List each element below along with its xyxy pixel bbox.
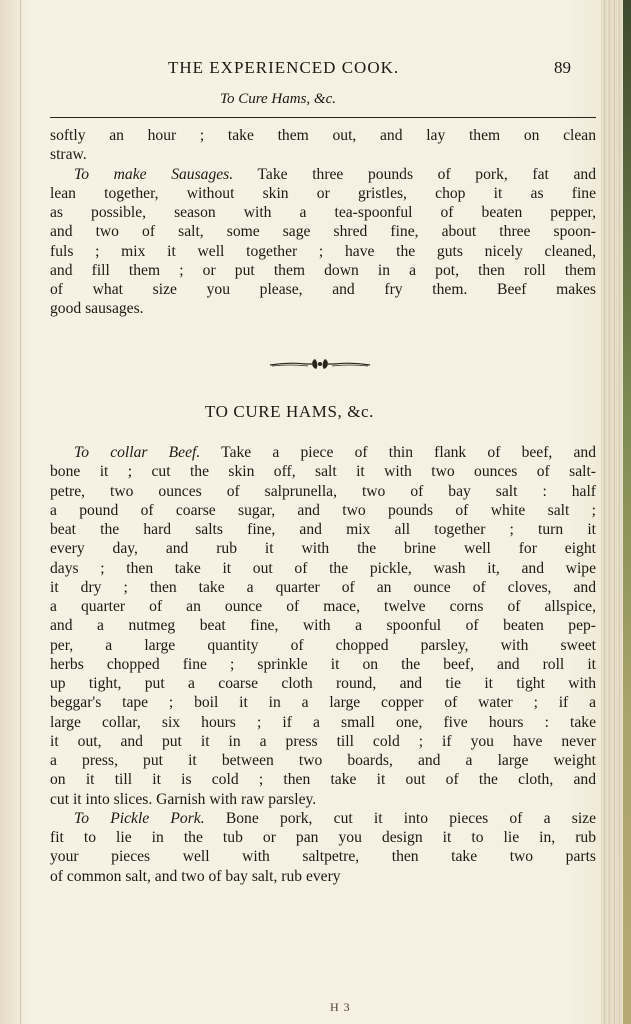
text-line	[50, 693, 596, 712]
line-text: and fill them ; or put them down in a pot, then roll them	[50, 261, 596, 279]
recipe-heading: To make Sausages.	[74, 165, 234, 183]
section-subhead: To Cure Hams, &c.	[220, 91, 336, 107]
recipe-heading: To collar Beef.	[74, 444, 201, 461]
line-text: on it till it is cold ; then take it out of the cloth, and	[50, 771, 596, 789]
text-line	[50, 809, 596, 828]
binding-shadow	[0, 0, 26, 1024]
text-line	[50, 847, 596, 866]
line-text: Take a piece of thin flank of beef, and	[200, 444, 596, 461]
text-line	[50, 655, 596, 674]
line-text: as possible, season with a tea-spoonful of beaten pepper,	[50, 204, 596, 221]
recipe-heading: To Pickle Pork.	[74, 809, 205, 827]
line-text: softly an hour ; take them out, and lay them on clean	[50, 127, 596, 144]
line-text: a pound of coarse sugar, and two pounds of white salt ;	[50, 501, 596, 519]
text-line	[50, 770, 596, 789]
line-text: up tight, put a coarse cloth round, and tie it tight with	[50, 675, 596, 692]
line-text: of common salt, and two of bay salt, rub every	[50, 867, 341, 885]
text-line	[50, 597, 596, 616]
header-rule	[50, 117, 596, 118]
line-text: cut it into slices. Garnish with raw parsley.	[50, 790, 317, 808]
text-line	[50, 636, 596, 655]
text-line	[50, 222, 596, 241]
text-line	[50, 462, 596, 481]
line-text: bone it ; cut the skin off, salt it with two ounces of salt-	[50, 463, 596, 481]
line-text: herbs chopped fine ; sprinkle it on the beef, and roll it	[50, 655, 596, 673]
line-text: petre, two ounces of salprunella, two of bay salt : half	[50, 482, 596, 500]
line-text: a quarter of an ounce of mace, twelve corns of allspice,	[50, 598, 596, 615]
text-line	[50, 732, 596, 751]
line-text: large collar, six hours ; if a small one, five hours : take	[50, 713, 596, 731]
text-line	[50, 828, 596, 847]
page-number: 89	[554, 58, 571, 77]
text-line	[50, 501, 596, 520]
text-line	[50, 790, 596, 809]
signature-mark: H 3	[330, 1000, 351, 1014]
line-text: fuls ; mix it well together ; have the guts nicely cleaned,	[50, 242, 596, 260]
text-line	[50, 520, 596, 539]
section-title: TO CURE HAMS, &c.	[205, 402, 375, 421]
line-text: per, a large quantity of chopped parsley, with sweet	[50, 636, 596, 654]
running-head-title: THE EXPERIENCED COOK.	[168, 58, 400, 77]
line-text: good sausages.	[50, 300, 144, 318]
line-text: days ; then take it out of the pickle, wash it, and wipe	[50, 559, 596, 577]
text-line	[50, 145, 596, 164]
line-text: Take three pounds of pork, fat and	[233, 165, 596, 183]
text-line	[50, 751, 596, 770]
book-cover-edge	[623, 0, 631, 1024]
text-line	[50, 280, 596, 299]
line-text: lean together, without skin or gristles, chop it as fine	[50, 184, 596, 202]
line-text: fit to lie in the tub or pan you design it to lie in, rub	[50, 829, 596, 846]
text-block-collar-beef	[50, 443, 596, 886]
line-text: it out, and put it in a press till cold ; if you have never	[50, 732, 596, 750]
text-line	[50, 674, 596, 693]
text-line	[50, 539, 596, 558]
line-text: and two of salt, some sage shred fine, about three spoon-	[50, 223, 596, 241]
text-line	[50, 867, 596, 886]
line-text: it dry ; then take a quarter of an ounce of cloves, and	[50, 578, 596, 596]
line-text: beat the hard salts fine, and mix all together ; turn it	[50, 521, 596, 538]
text-line	[50, 482, 596, 501]
line-text: Bone pork, cut it into pieces of a size	[204, 809, 596, 827]
text-line	[50, 165, 596, 184]
line-text: beggar's tape ; boil it in a large copper of water ; if a	[50, 694, 596, 712]
text-line	[50, 559, 596, 578]
line-text: and a nutmeg beat fine, with a spoonful of beaten pep-	[50, 617, 596, 635]
text-line	[50, 126, 596, 145]
text-line	[50, 713, 596, 732]
text-line	[50, 184, 596, 203]
text-block-sausages	[50, 126, 596, 319]
text-line	[50, 203, 596, 222]
text-line	[50, 443, 596, 462]
line-text: your pieces well with saltpetre, then take two parts	[50, 848, 596, 866]
decorative-flourish-icon	[268, 357, 372, 371]
text-line	[50, 299, 596, 318]
text-line	[50, 578, 596, 597]
line-text: straw.	[50, 146, 87, 164]
line-text: every day, and rub it with the brine well for eight	[50, 540, 596, 558]
text-line	[50, 616, 596, 635]
binding-line	[20, 0, 21, 1024]
text-line	[50, 242, 596, 261]
line-text: a press, put it between two boards, and a large weight	[50, 752, 596, 769]
text-line	[50, 261, 596, 280]
line-text: of what size you please, and fry them. Beef makes	[50, 281, 596, 298]
